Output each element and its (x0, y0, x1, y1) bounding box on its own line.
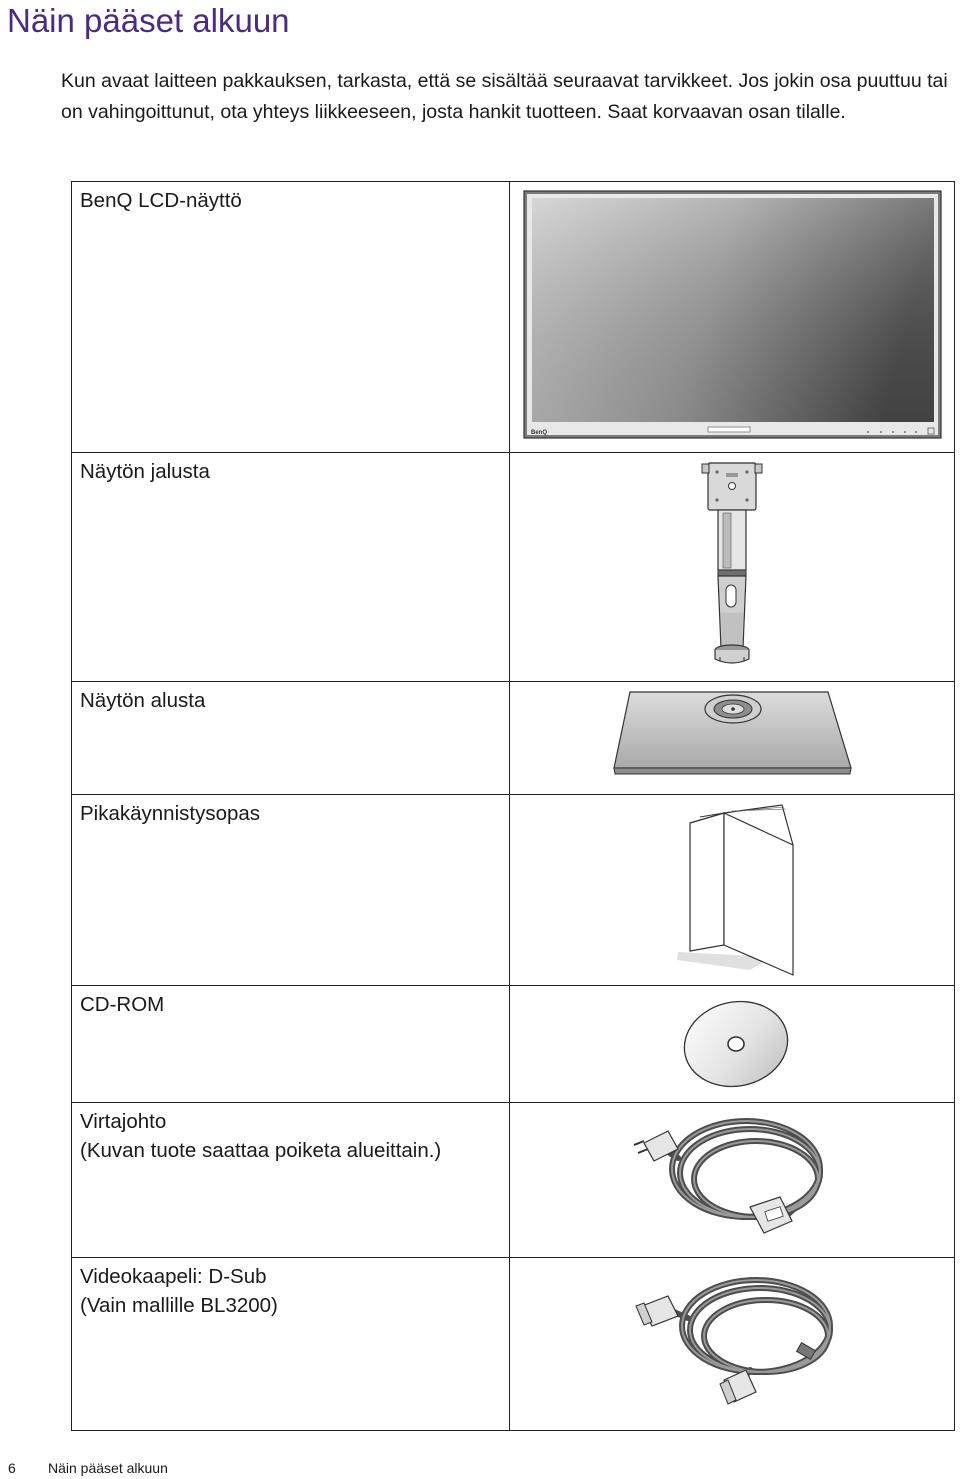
footer-section-title: Näin pääset alkuun (48, 1460, 168, 1476)
benq-logo: BenQ (531, 430, 548, 436)
table-row (72, 182, 955, 453)
cd-rom-icon (510, 986, 956, 1102)
page-title: Näin pääset alkuun (7, 2, 290, 39)
item-label-monitor: BenQ LCD-näyttö (80, 189, 242, 212)
package-contents-table (71, 181, 955, 1431)
item-label-stand: Näytön jalusta (80, 460, 210, 483)
table-row (72, 795, 955, 986)
d-sub-cable-icon (510, 1258, 956, 1430)
monitor-base-icon (510, 682, 956, 794)
intro-paragraph: Kun avaat laitteen pakkauksen, tarkasta, että se sisältää seuraavat tarvikkeet. Jos jokin osa puuttuu tai on vahingoittunut, ota yhteys liikkeeseen, josta hankit tuotteen. Saat korvaavan osan tilalle. (61, 70, 948, 123)
page-number: 6 (8, 1460, 16, 1476)
item-label-guide: Pikakäynnistysopas (80, 802, 261, 825)
table-row (72, 1258, 955, 1431)
monitor-stand-arm-icon (510, 453, 956, 681)
quick-start-guide-icon (510, 795, 956, 985)
table-row (72, 453, 955, 682)
table-row (72, 1103, 955, 1258)
lcd-monitor-icon (510, 182, 956, 452)
item-label-base: Näytön alusta (80, 689, 206, 712)
table-row (72, 986, 955, 1103)
power-cord-icon (510, 1103, 956, 1257)
item-label-dsub: Videokaapeli: D-Sub (Vain mallille BL3200) (80, 1265, 278, 1317)
item-label-cdrom: CD-ROM (80, 993, 165, 1016)
page-footer (8, 1460, 168, 1476)
item-label-power-cord: Virtajohto (Kuvan tuote saattaa poiketa alueittain.) (80, 1110, 442, 1162)
table-row (72, 682, 955, 795)
